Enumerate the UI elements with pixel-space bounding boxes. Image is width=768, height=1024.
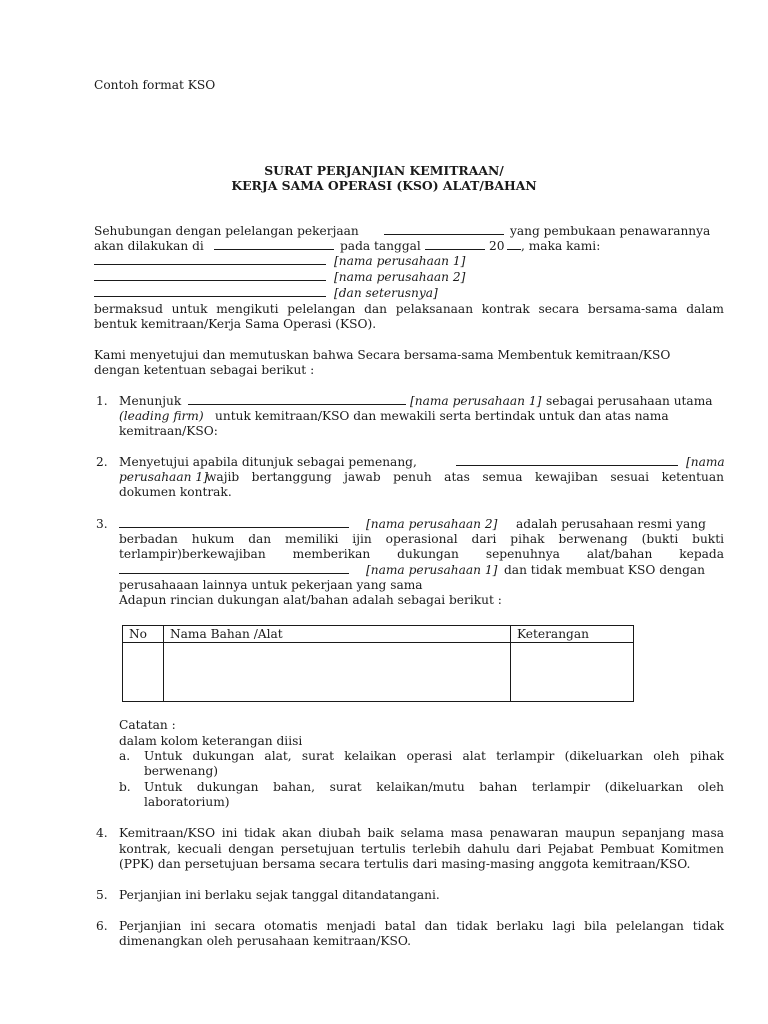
header-note: Contoh format KSO: [94, 78, 216, 92]
item-number: 1.: [96, 394, 108, 408]
title-line-1: SURAT PERJANJIAN KEMITRAAN/: [264, 163, 504, 178]
item-number: 3.: [96, 517, 108, 531]
item-text: wajib bertanggung jawab penuh atas semua kewajiban sesuai ketentuan: [206, 470, 724, 484]
intro-text: 20: [489, 239, 505, 253]
item-text: untuk kemitraan/KSO dan mewakili serta bertindak untuk dan atas nama: [215, 409, 669, 423]
blank-line: [456, 455, 678, 470]
blank-line: [214, 239, 334, 254]
notes-text: Untuk dukungan alat, surat kelaikan operasi alat terlampir (dikeluarkan oleh pihak: [144, 749, 724, 763]
item-text: berbadan hukum dan memiliki ijin operasional dari pihak berwenang (bukti bukti: [119, 532, 724, 546]
item-text: adalah perusahaan resmi yang: [516, 517, 706, 531]
table-cell: [123, 643, 164, 702]
party-3: [dan seterusnya]: [334, 286, 438, 300]
title-line-2: KERJA SAMA OPERASI (KSO) ALAT/BAHAN: [231, 178, 537, 193]
item-text: Perjanjian ini berlaku sejak tanggal ditandatangani.: [119, 888, 440, 902]
item-text: [nama perusahaan 1]: [410, 394, 542, 408]
intro-text: pada tanggal: [340, 239, 421, 253]
blank-line: [94, 270, 326, 285]
item-text: perusahaaan lainnya untuk pekerjaan yang sama: [119, 578, 423, 592]
item-text: kemitraan/KSO:: [119, 424, 218, 438]
materials-table: [122, 625, 634, 702]
item-text: perusahaan 1]: [119, 470, 208, 484]
table-header-row: [123, 626, 634, 643]
blank-line: [119, 563, 349, 578]
table-row: [123, 643, 634, 702]
intro-text: Sehubungan dengan pelelangan pekerjaan: [94, 224, 359, 238]
item-number: 4.: [96, 826, 108, 840]
blank-line: [94, 286, 326, 301]
intro-text: yang pembukaan penawarannya: [510, 224, 711, 238]
notes-text: laboratorium): [144, 795, 230, 809]
table-header-note: Keterangan: [511, 626, 634, 643]
blank-line: [425, 239, 485, 254]
item-text: Adapun rincian dukungan alat/bahan adalah sebagai berikut :: [119, 593, 502, 607]
intro-paragraph: bentuk kemitraan/Kerja Sama Operasi (KSO).: [94, 317, 377, 331]
item-text: dan tidak membuat KSO dengan: [504, 563, 706, 577]
notes-marker: b.: [119, 780, 131, 794]
item-text: [nama perusahaan 1]: [366, 563, 498, 577]
intro-text: akan dilakukan di: [94, 239, 204, 253]
agreement-text: Kami menyetujui dan memutuskan bahwa Secara bersama-sama Membentuk kemitraan/KSO: [94, 348, 671, 362]
table-header-name: Nama Bahan /Alat: [164, 626, 511, 643]
blank-line: [94, 254, 326, 269]
notes-marker: a.: [119, 749, 131, 763]
item-number: 6.: [96, 919, 108, 933]
item-text: [nama: [686, 455, 725, 469]
item-text: Kemitraan/KSO ini tidak akan diubah baik selama masa penawaran maupun sepanjang masa: [119, 826, 724, 840]
notes-text: berwenang): [144, 764, 219, 778]
table-header-no: No: [123, 626, 164, 643]
blank-line: [384, 224, 504, 239]
item-text: [nama perusahaan 2]: [366, 517, 498, 531]
blank-line: [507, 239, 521, 254]
agreement-text: dengan ketentuan sebagai berikut :: [94, 363, 315, 377]
item-text: Perjanjian ini secara otomatis menjadi batal dan tidak berlaku lagi bila pelelangan tidak: [119, 919, 724, 933]
item-text: Menunjuk: [119, 394, 182, 408]
item-text: terlampir)berkewajiban memberikan dukungan sepenuhnya alat/bahan kepada: [119, 547, 724, 561]
item-number: 2.: [96, 455, 108, 469]
item-number: 5.: [96, 888, 108, 902]
table-cell: [164, 643, 511, 702]
item-text: (leading firm): [119, 409, 204, 423]
item-text: (PPK) dan persetujuan bersama secara tertulis dari masing-masing anggota kemitraan/KSO.: [119, 857, 691, 871]
blank-line: [119, 517, 349, 532]
item-text: dimenangkan oleh perusahaan kemitraan/KSO.: [119, 934, 411, 948]
notes-title: Catatan :: [119, 718, 176, 732]
table-cell: [511, 643, 634, 702]
item-text: sebagai perusahaan utama: [546, 394, 713, 408]
item-text: dokumen kontrak.: [119, 485, 232, 499]
item-text: Menyetujui apabila ditunjuk sebagai pemenang,: [119, 455, 417, 469]
intro-paragraph: bermaksud untuk mengikuti pelelangan dan pelaksanaan kontrak secara bersama-sama dalam: [94, 302, 724, 316]
notes-intro: dalam kolom keterangan diisi: [119, 734, 303, 748]
party-2: [nama perusahaan 2]: [334, 270, 466, 284]
notes-text: Untuk dukungan bahan, surat kelaikan/mutu bahan terlampir (dikeluarkan oleh: [144, 780, 724, 794]
intro-text: , maka kami:: [521, 239, 601, 253]
item-text: kontrak, kecuali dengan persetujuan tertulis terlebih dahulu dari Pejabat Pembuat Komitmen: [119, 842, 724, 856]
blank-line: [188, 394, 406, 409]
party-1: [nama perusahaan 1]: [334, 254, 466, 268]
